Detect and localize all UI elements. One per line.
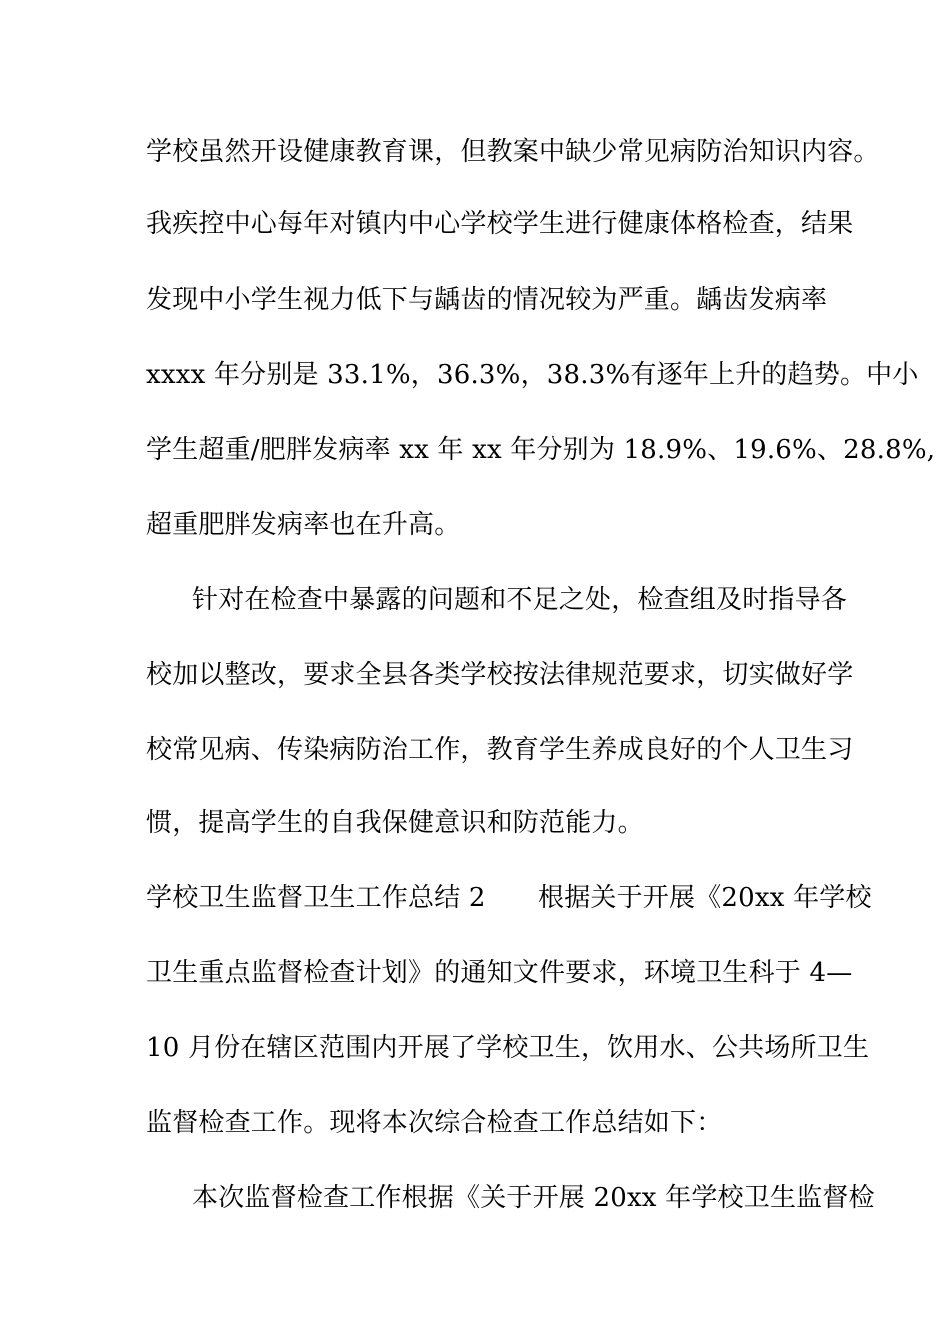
text-line-2: 我疾控中心每年对镇内中心学校学生进行健康体格检查，结果 [146, 209, 854, 239]
text-line-13: 10 月份在辖区范围内开展了学校卫生，饮用水、公共场所卫生 [146, 1033, 870, 1063]
text-line-4: xxxx 年分别是 33.1%，36.3%，38.3%有逐年上升的趋势。中小 [146, 360, 919, 390]
text-line-1: 学校虽然开设健康教育课，但教案中缺少常见病防治知识内容。 [146, 137, 880, 167]
text-line-7: 针对在检查中暴露的问题和不足之处，检查组及时指导各 [192, 585, 848, 615]
section-heading-line: 学校卫生监督卫生工作总结 2 根据关于开展《20xx 年学校 [146, 883, 872, 913]
text-line-6: 超重肥胖发病率也在升高。 [146, 510, 461, 540]
text-line-15: 本次监督检查工作根据《关于开展 20xx 年学校卫生监督检 [192, 1183, 875, 1213]
text-line-10: 惯，提高学生的自我保健意识和防范能力。 [146, 808, 644, 838]
text-line-5: 学生超重/肥胖发病率 xx 年 xx 年分别为 18.9%、19.6%、28.8%, [146, 435, 936, 465]
text-line-14: 监督检查工作。现将本次综合检查工作总结如下： [146, 1108, 723, 1138]
text-line-8: 校加以整改，要求全县各类学校按法律规范要求，切实做好学 [146, 660, 854, 690]
text-line-9: 校常见病、传染病防治工作，教育学生养成良好的个人卫生习 [146, 735, 854, 765]
text-line-3: 发现中小学生视力低下与龋齿的情况较为严重。龋齿发病率 [146, 285, 828, 315]
text-line-12: 卫生重点监督检查计划》的通知文件要求，环境卫生科于 4— [146, 958, 853, 988]
